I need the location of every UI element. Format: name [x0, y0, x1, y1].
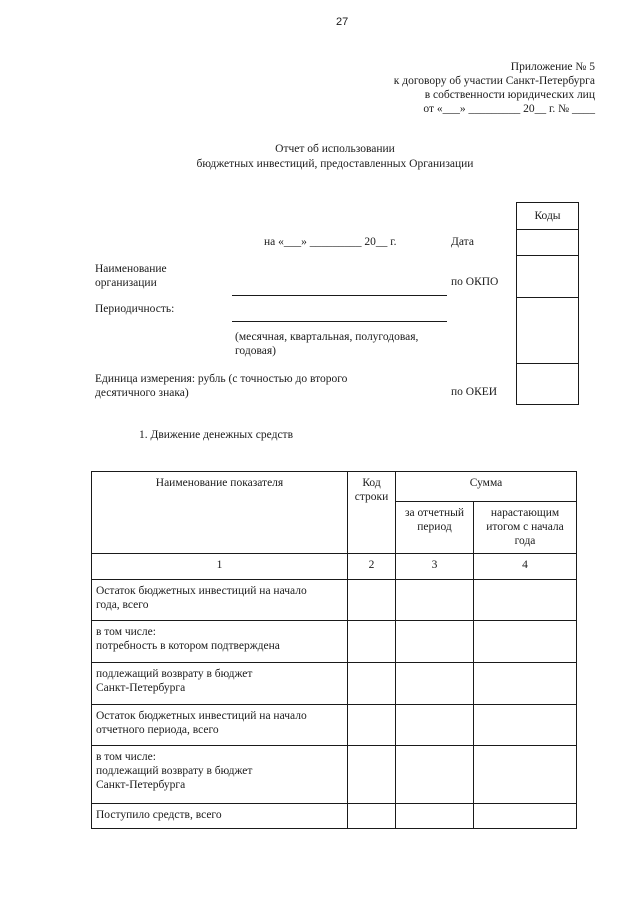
organization-label — [95, 262, 167, 290]
unit-label — [95, 372, 347, 400]
row-label: подлежащий возврату в бюджет Санкт-Петербурга — [92, 663, 348, 705]
cumulative-value-cell[interactable] — [474, 621, 577, 663]
period-value-cell[interactable] — [396, 663, 474, 705]
line-code-cell[interactable] — [348, 746, 396, 804]
page-number: 27 — [336, 16, 349, 28]
periodicity-label: Периодичность: — [95, 303, 175, 315]
organization-name-field[interactable] — [232, 295, 447, 296]
header-indicator-name: Наименование показателя — [92, 472, 348, 554]
codes-cell-okpo — [517, 255, 578, 297]
row-label: Остаток бюджетных инвестиций на начало года, всего — [92, 580, 348, 621]
unit-label-line-2: десятичного знака) — [95, 387, 189, 399]
period-value-cell[interactable] — [396, 746, 474, 804]
periodicity-hint — [235, 330, 418, 358]
period-value-cell[interactable] — [396, 804, 474, 829]
report-title — [120, 142, 550, 172]
codes-box — [516, 202, 579, 405]
table-row — [92, 580, 577, 621]
line-code-cell[interactable] — [348, 621, 396, 663]
column-number: 4 — [474, 554, 577, 580]
okei-label: по ОКЕИ — [451, 386, 498, 398]
codes-cell-okei — [517, 363, 578, 364]
title-line-1: Отчет об использовании — [275, 143, 395, 155]
column-number: 2 — [348, 554, 396, 580]
codes-cell-periodicity — [517, 297, 578, 364]
cash-flow-table — [91, 471, 577, 829]
codes-label: Коды — [534, 210, 561, 222]
appendix-line-4: от «___» _________ 20__ г. № ____ — [423, 103, 595, 115]
line-code-cell[interactable] — [348, 663, 396, 705]
header-reporting-period: за отчетный период — [396, 502, 474, 554]
table-row — [92, 804, 577, 829]
line-code-cell[interactable] — [348, 580, 396, 621]
periodicity-field[interactable] — [232, 321, 447, 322]
header-line-code: Код строки — [348, 472, 396, 554]
section-title: 1. Движение денежных средств — [139, 429, 293, 441]
date-label: Дата — [451, 236, 474, 248]
periodicity-hint-line-1: (месячная, квартальная, полугодовая, — [235, 331, 419, 343]
row-label: Остаток бюджетных инвестиций на начало отчетного периода, всего — [92, 705, 348, 746]
column-number: 3 — [396, 554, 474, 580]
table-row — [92, 746, 577, 804]
organization-label-line-2: организации — [95, 277, 157, 289]
line-code-cell[interactable] — [348, 804, 396, 829]
codes-cell-date — [517, 229, 578, 255]
appendix-block — [394, 60, 595, 116]
row-label: в том числе: подлежащий возврату в бюджет Санкт-Петербурга — [92, 746, 348, 804]
table-row — [92, 663, 577, 705]
title-line-2: бюджетных инвестиций, предоставленных Организации — [196, 158, 474, 170]
line-code-cell[interactable] — [348, 705, 396, 746]
unit-label-line-1: Единица измерения: рубль (с точностью до второго — [95, 373, 348, 385]
cumulative-value-cell[interactable] — [474, 580, 577, 621]
row-label: Поступило средств, всего — [92, 804, 348, 829]
appendix-line-1: Приложение № 5 — [510, 61, 595, 73]
column-number: 1 — [92, 554, 348, 580]
cumulative-value-cell[interactable] — [474, 804, 577, 829]
period-value-cell[interactable] — [396, 580, 474, 621]
header-sum: Сумма — [396, 472, 577, 502]
periodicity-hint-line-2: годовая) — [235, 345, 276, 357]
okpo-label: по ОКПО — [451, 276, 499, 288]
header-cumulative: нарастающим итогом с начала года — [474, 502, 577, 554]
table-row — [92, 705, 577, 746]
table-row — [92, 621, 577, 663]
appendix-line-2: к договору об участии Санкт-Петербурга — [393, 75, 595, 87]
cumulative-value-cell[interactable] — [474, 746, 577, 804]
cumulative-value-cell[interactable] — [474, 705, 577, 746]
period-value-cell[interactable] — [396, 705, 474, 746]
report-date-line: на «___» _________ 20__ г. — [264, 236, 397, 248]
appendix-line-3: в собственности юридических лиц — [424, 89, 595, 101]
cumulative-value-cell[interactable] — [474, 663, 577, 705]
period-value-cell[interactable] — [396, 621, 474, 663]
organization-label-line-1: Наименование — [95, 263, 167, 275]
row-label: в том числе: потребность в котором подтверждена — [92, 621, 348, 663]
